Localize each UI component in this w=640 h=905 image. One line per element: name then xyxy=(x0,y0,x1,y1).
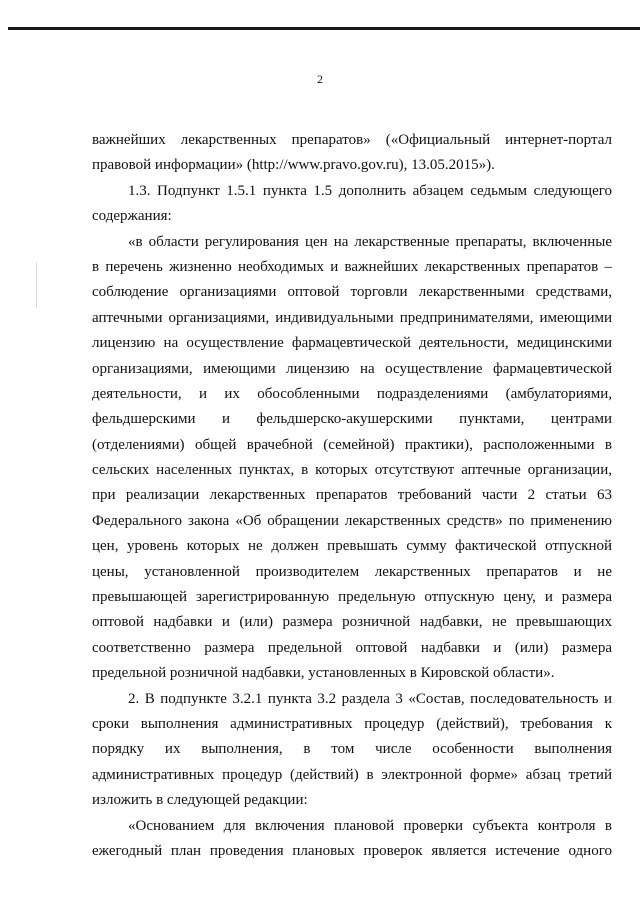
text-line: (отделениями) общей врачебной (семейной) практики), расположенными в xyxy=(92,436,612,453)
text-line: организациями, имеющими лицензию на осуществление фармацевтической xyxy=(92,360,612,377)
document-body xyxy=(92,128,612,864)
text-line: цен, уровень которых не должен превышать сумму фактической отпускной xyxy=(92,538,612,555)
text-line: важнейших лекарственных препаратов» («Официальный интернет-портал xyxy=(92,132,612,148)
text-line: фельдшерскими и фельдшерско-акушерскими пунктами, центрами xyxy=(92,411,612,428)
text-line: соблюдение организациями оптовой торговли лекарственными средствами, xyxy=(92,284,612,301)
text-line: Федерального закона «Об обращении лекарственных средств» по применению xyxy=(92,512,612,529)
text-line: 2. В подпункте 3.2.1 пункта 3.2 раздела 3 «Состав, последовательность и xyxy=(128,690,612,707)
text-line: цены, установленной производителем лекарственных препаратов и не xyxy=(92,563,612,580)
text-line: административных процедур (действий) в электронной форме» абзац третий xyxy=(92,766,612,783)
text-line: превышающей зарегистрированную предельную отпускную цену, и размера xyxy=(92,589,612,606)
text-line: «Основанием для включения плановой проверки субъекта контроля в xyxy=(128,817,612,834)
text-line: при реализации лекарственных препаратов требований части 2 статьи 63 xyxy=(92,487,612,504)
page-number: 2 xyxy=(317,72,323,86)
text-line: деятельности, и их обособленными подразделениями (амбулаториями, xyxy=(92,385,612,402)
text-line: в перечень жизненно необходимых и важнейших лекарственных препаратов – xyxy=(92,258,612,275)
text-line: изложить в следующей редакции: xyxy=(92,792,308,809)
text-line: оптовой надбавки и (или) размера розничной надбавки, не превышающих xyxy=(92,614,612,631)
text-line: содержания: xyxy=(92,208,172,225)
text-line: 1.3. Подпункт 1.5.1 пункта 1.5 дополнить абзацем седьмым следующего xyxy=(128,182,612,199)
text-line: «в области регулирования цен на лекарственные препараты, включенные xyxy=(128,233,612,250)
text-line: порядку их выполнения, в том числе особенности выполнения xyxy=(92,741,612,758)
text-line: сельских населенных пунктах, в которых отсутствуют аптечные организации, xyxy=(92,462,612,479)
text-line: лицензию на осуществление фармацевтической деятельности, медицинскими xyxy=(92,335,612,352)
text-line: соответственно размера предельной оптовой надбавки и (или) размера xyxy=(92,639,612,656)
text-line: предельной розничной надбавки, установленных в Кировской области». xyxy=(92,665,555,682)
text-line: аптечными организациями, индивидуальными предпринимателями, имеющими xyxy=(92,309,612,326)
top-border-line xyxy=(8,27,640,30)
text-line: правовой информации» (http://www.pravo.gov.ru), 13.05.2015»). xyxy=(92,157,495,174)
text-line: сроки выполнения административных процедур (действий), требования к xyxy=(92,715,612,732)
text-line: ежегодный план проведения плановых проверок является истечение одного xyxy=(92,842,612,859)
scan-margin-mark xyxy=(36,262,37,308)
